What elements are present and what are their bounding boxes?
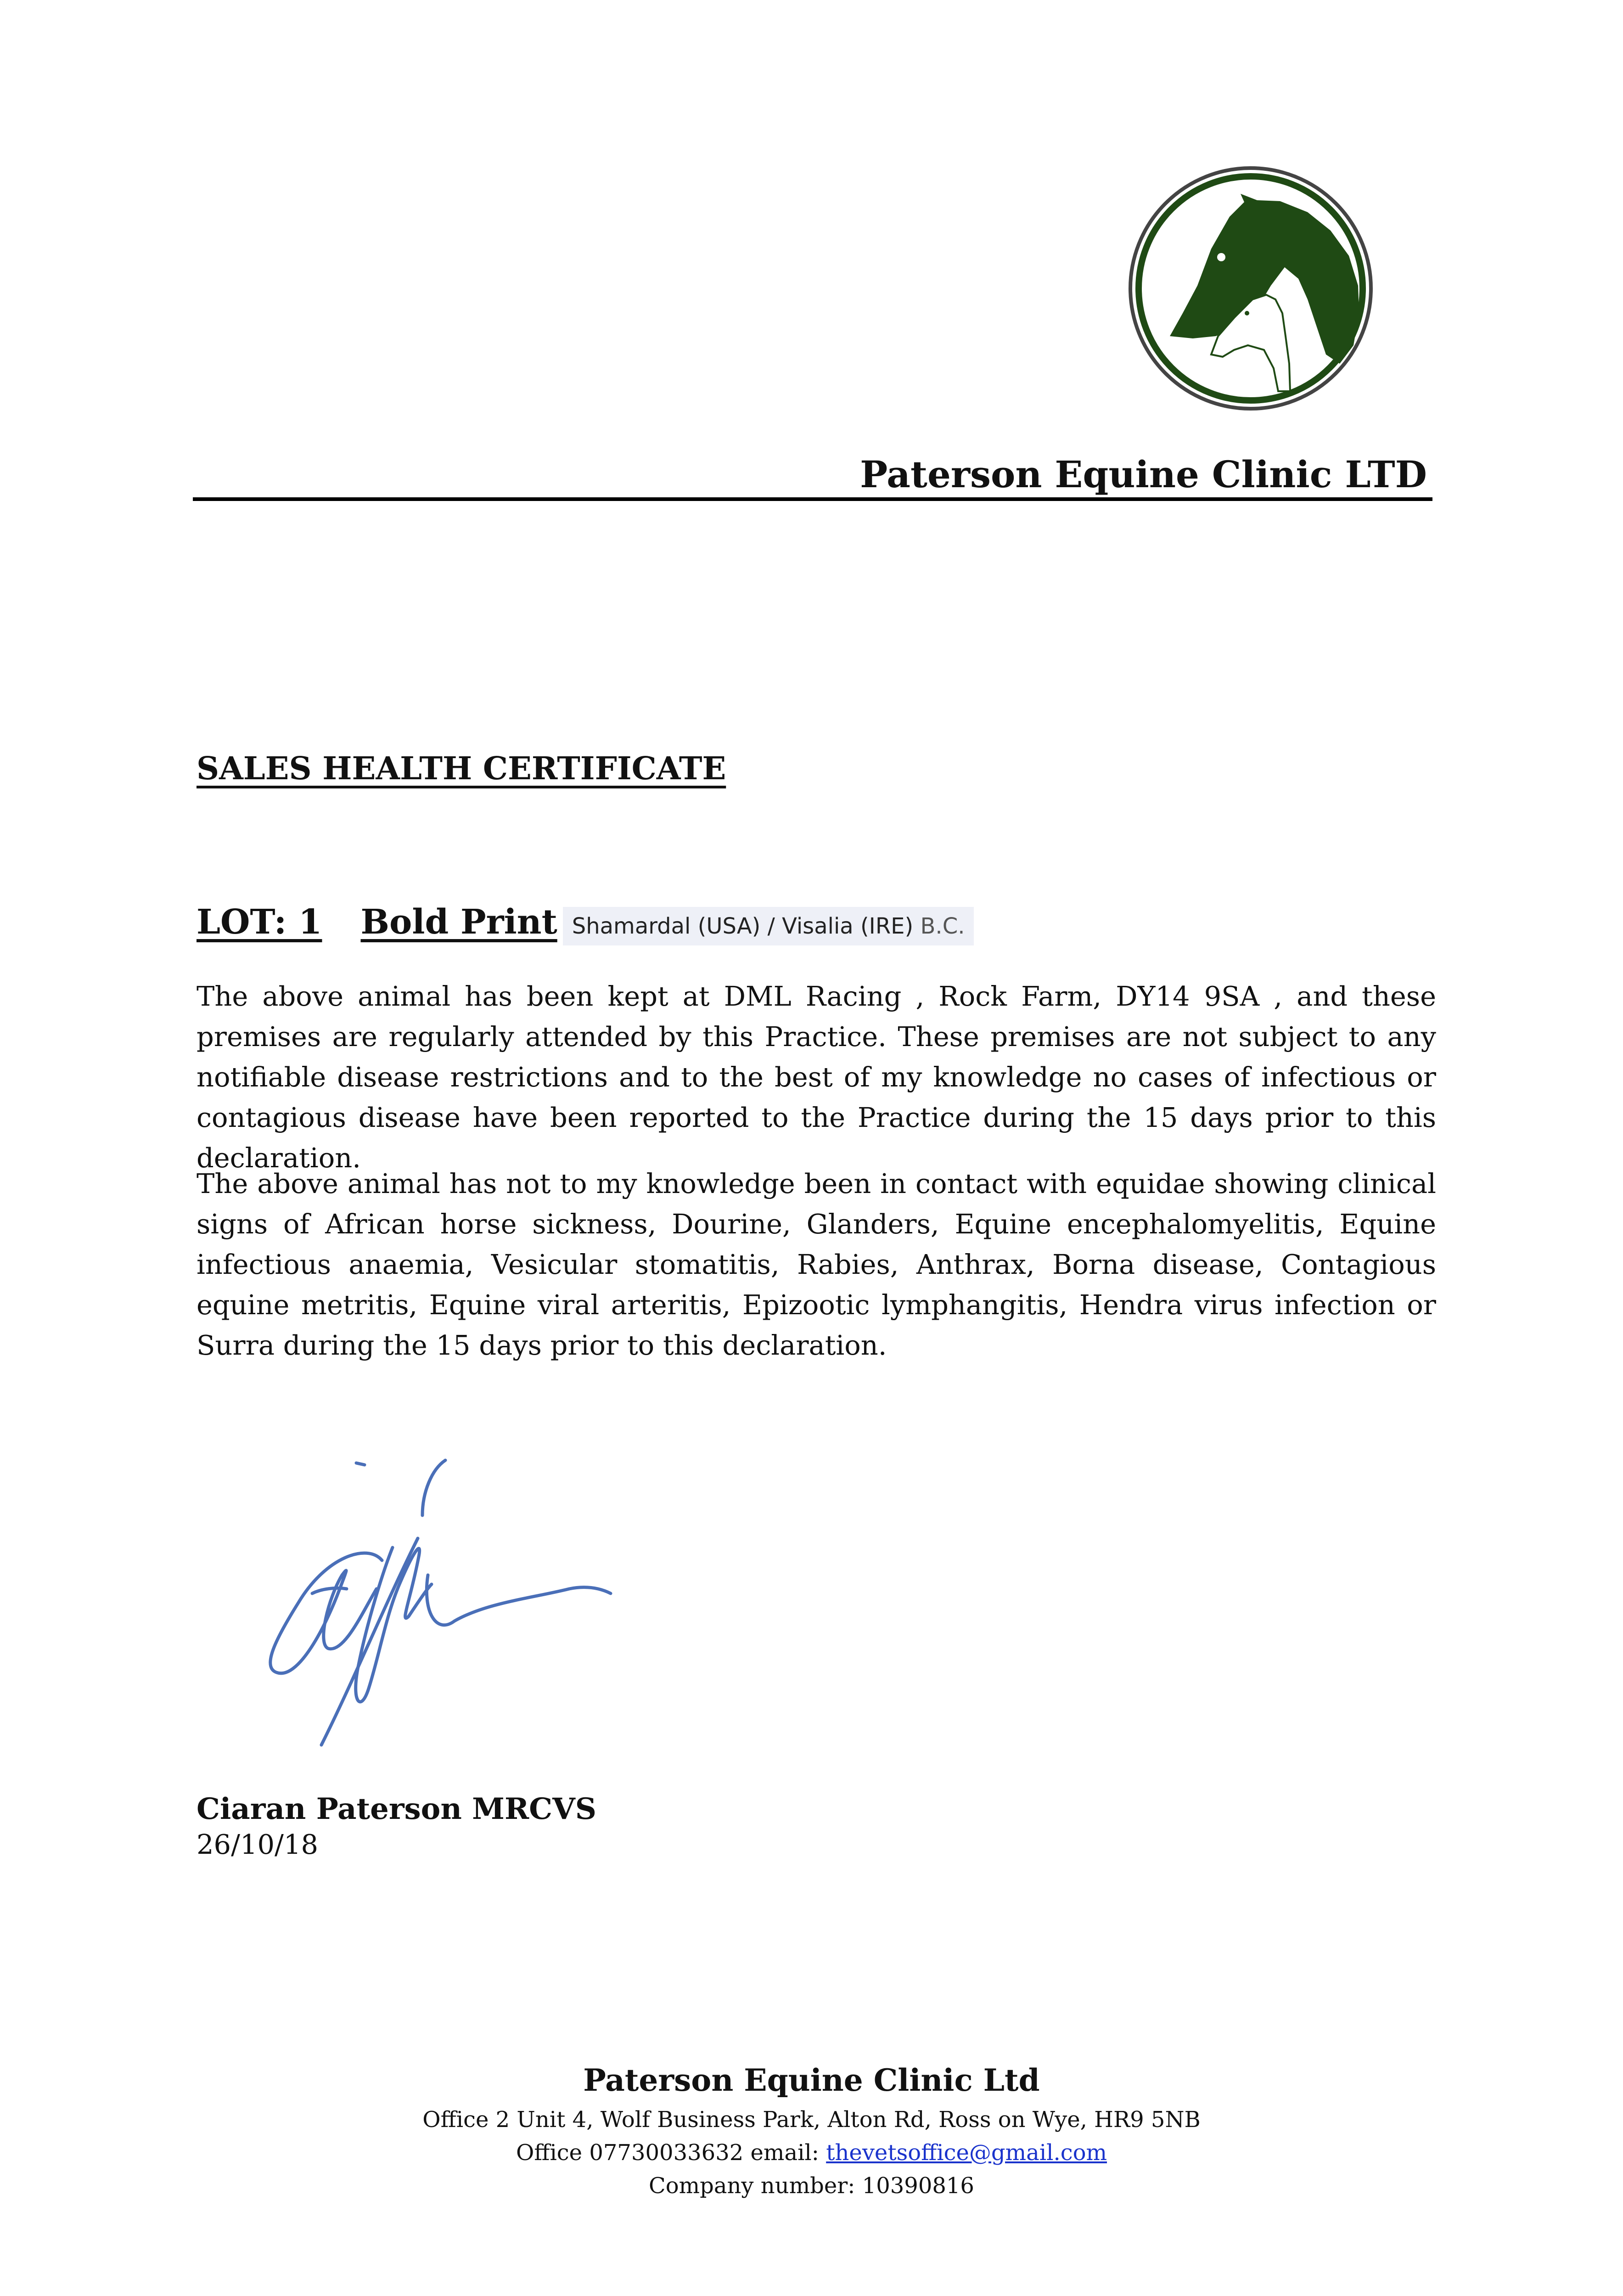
company-header: Paterson Equine Clinic LTD	[860, 453, 1427, 496]
signature-date: 26/10/18	[197, 1829, 318, 1860]
signature	[248, 1451, 689, 1754]
horse-head-logo-icon	[1124, 162, 1377, 415]
footer-address: Office 2 Unit 4, Wolf Business Park, Alton Rd, Ross on Wye, HR9 5NB	[422, 2107, 1201, 2133]
certificate-title: SALES HEALTH CERTIFICATE	[197, 750, 726, 787]
sex-code: B.C.	[920, 913, 965, 939]
lot-label: LOT: 1	[197, 902, 322, 942]
pedigree-text: Shamardal (USA) / Visalia (IRE)	[572, 913, 914, 939]
lot-line	[197, 902, 974, 945]
header-rule	[193, 497, 1432, 501]
premises-paragraph: The above animal has been kept at DML Racing , Rock Farm, DY14 9SA , and these premises are regularly attended by this Practice. These premises are not subject to any notifiable disease restrictions and to the best of my knowledge no cases of infectious or contagious disease have been reported to the Practice during the 15 days prior to this declaration.	[197, 980, 1436, 1174]
footer-company: Paterson Equine Clinic Ltd	[583, 2062, 1040, 2098]
footer	[0, 2057, 1623, 2202]
email-link[interactable]: thevetsoffice@gmail.com	[826, 2140, 1107, 2166]
signer-name: Ciaran Paterson MRCVS	[197, 1792, 596, 1826]
footer-company-number: Company number: 10390816	[649, 2173, 974, 2199]
horse-name: Bold Print	[360, 902, 557, 942]
pedigree-box	[563, 907, 974, 945]
footer-office: Office 07730033632 email:	[516, 2140, 826, 2166]
contact-paragraph: The above animal has not to my knowledge been in contact with equidae showing clinical signs of African horse sickness, Dourine, Glanders, Equine encephalomyelitis, Equine infectious anaemia, Vesicular stomatitis, Rabies, Anthrax, Borna disease, Contagious equine metritis, Equine viral arteritis, Epizootic lymphangitis, Hendra virus infection or Surra during the 15 days prior to this declaration.	[197, 1168, 1436, 1361]
footer-contact	[0, 2136, 1623, 2169]
